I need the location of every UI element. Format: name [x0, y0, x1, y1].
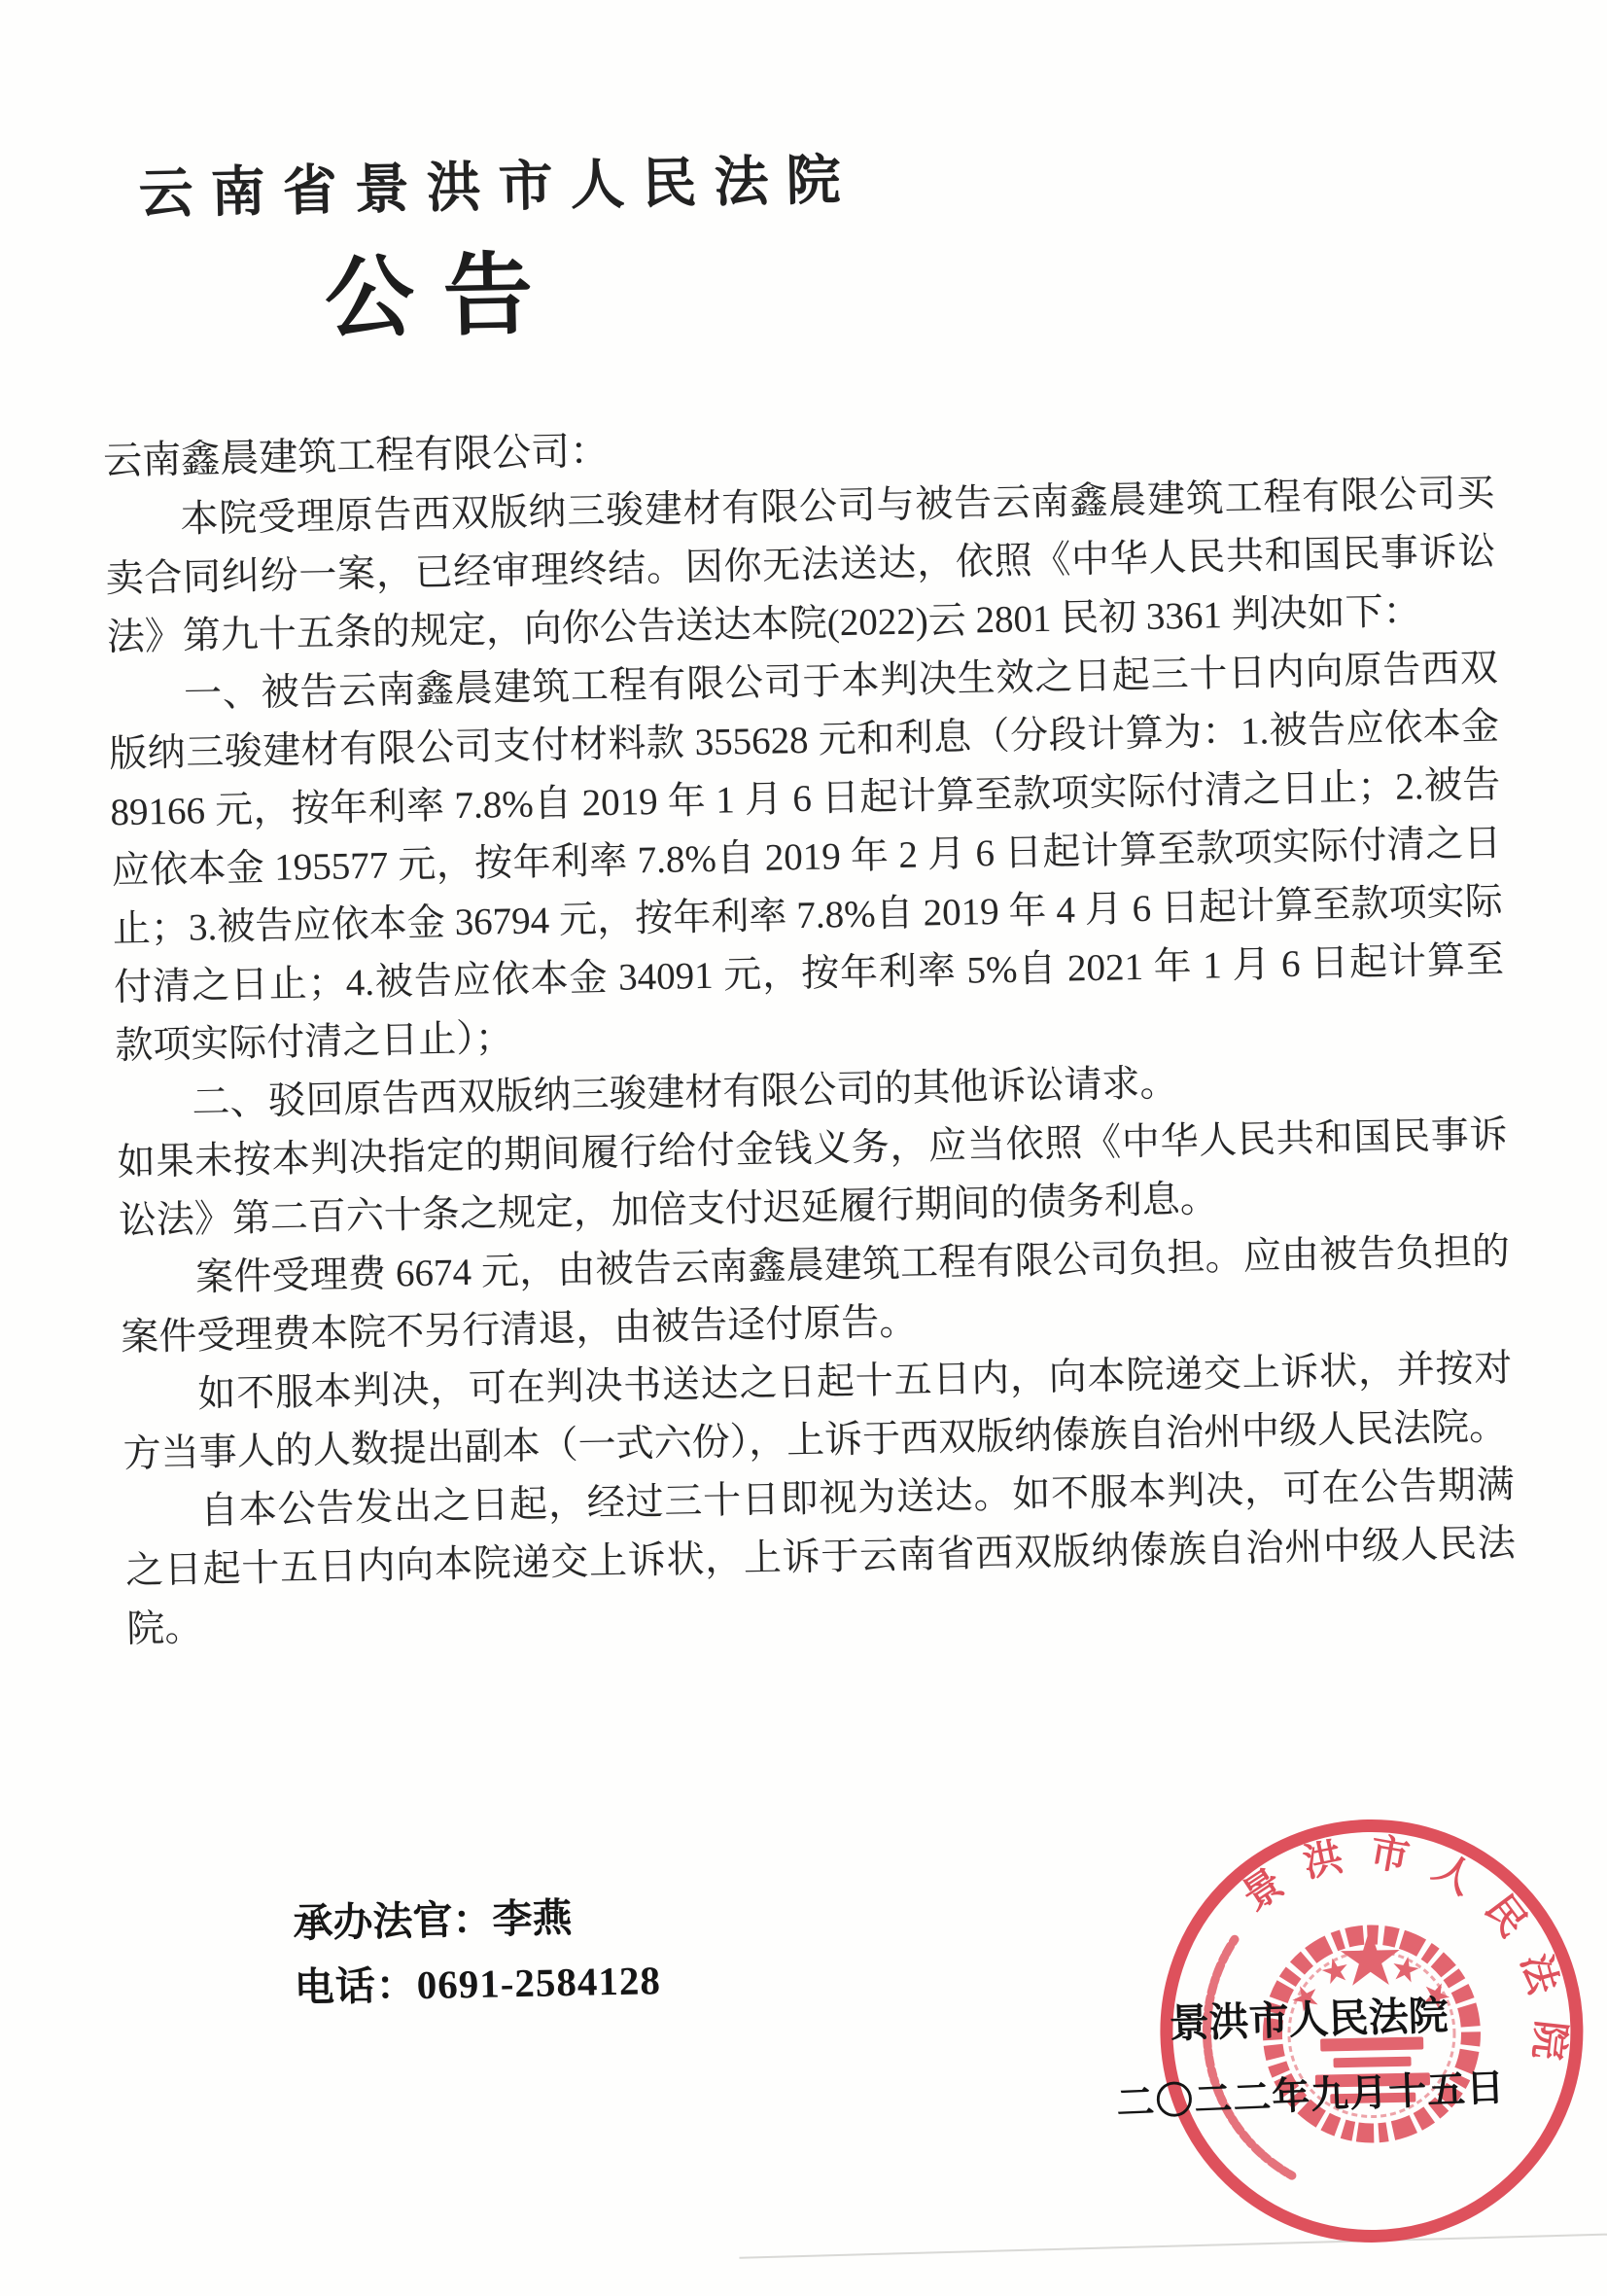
- announcement-body: [104, 465, 1518, 1659]
- seal-date-text: 二〇二二年九月十五日: [1115, 2066, 1507, 2125]
- paragraph-judgment-item-2: 二、驳回原告西双版纳三骏建材有限公司的其他诉讼请求。: [192, 1062, 1178, 1124]
- paragraph-judgment-item-1: 一、被告云南鑫晨建筑工程有限公司于本判决生效之日起三十日内向原告西双版纳三骏建材有限公司支付材料款 355628 元和利息（分段计算为：1.被告应依本金 89166 元，按年利率 7.8%自 2019 年 1 月 6 日起计算至款项实际付清之日止；2.被告应依本金 195577 元，按年利率 7.8%自 2019 年 2 月 6 日起计算至款项实际付清之日止；3.被告应依本金 36794 元，按年利率 7.8%自 2019 年 4 月 6 日起计算至款项实际付清之日止；4.被告应依本金 34091 元，按年利率 5%自 2021 年 1 月 6 日起计算至款项实际付清之日止）；: [108, 647, 1505, 1068]
- addressee-line: 云南鑫晨建筑工程有限公司：: [102, 428, 610, 483]
- dai-script-arc: [1205, 1938, 1292, 2177]
- announcement-title: 公告: [323, 244, 563, 349]
- contact-phone-line: 电话：0691-2584128: [294, 1958, 662, 2010]
- svg-text:景洪市人民法院: [1234, 1825, 1574, 2091]
- seal-court-name-text: 景洪市人民法院: [1169, 1993, 1450, 2047]
- paragraph-late-performance-interest: 如果未按本判决指定的期间履行给付金钱义务，应当依照《中华人民共和国民事诉讼法》第二百六十条之规定，加倍支付迟延履行期间的债务利息。: [117, 1113, 1508, 1243]
- seal-arc-text: 景洪市人民法院: [1235, 1829, 1574, 2086]
- paragraph-case-intro: 本院受理原告西双版纳三骏建材有限公司与被告云南鑫晨建筑工程有限公司买卖合同纠纷一案，已经审理终结。因你无法送达，依照《中华人民共和国民事诉讼法》第九十五条的规定，向你公告送达本院(2022)云 2801 民初 3361 判决如下：: [105, 472, 1496, 659]
- presiding-judge-line: 承办法官：李燕: [293, 1894, 573, 1946]
- paragraph-service-deemed: 自本公告发出之日起，经过三十日即视为送达。如不服本判决，可在公告期满之日起十五日内向本院递交上诉状，上诉于云南省西双版纳傣族自治州中级人民法院。: [124, 1464, 1517, 1651]
- paragraph-court-fee: 案件受理费 6674 元，由被告云南鑫晨建筑工程有限公司负担。应由被告负担的案件受理费本院不另行清退，由被告迳付原告。: [120, 1230, 1511, 1360]
- emblem-small-star-icon: [1390, 1955, 1420, 1984]
- court-name-title: 云南省景洪市人民法院: [138, 150, 859, 226]
- paragraph-appeal-rights: 如不服本判决，可在判决书送达之日起十五日内，向本院递交上诉状，并按对方当事人的人数提出副本（一式六份），上诉于西双版纳傣族自治州中级人民法院。: [122, 1347, 1513, 1476]
